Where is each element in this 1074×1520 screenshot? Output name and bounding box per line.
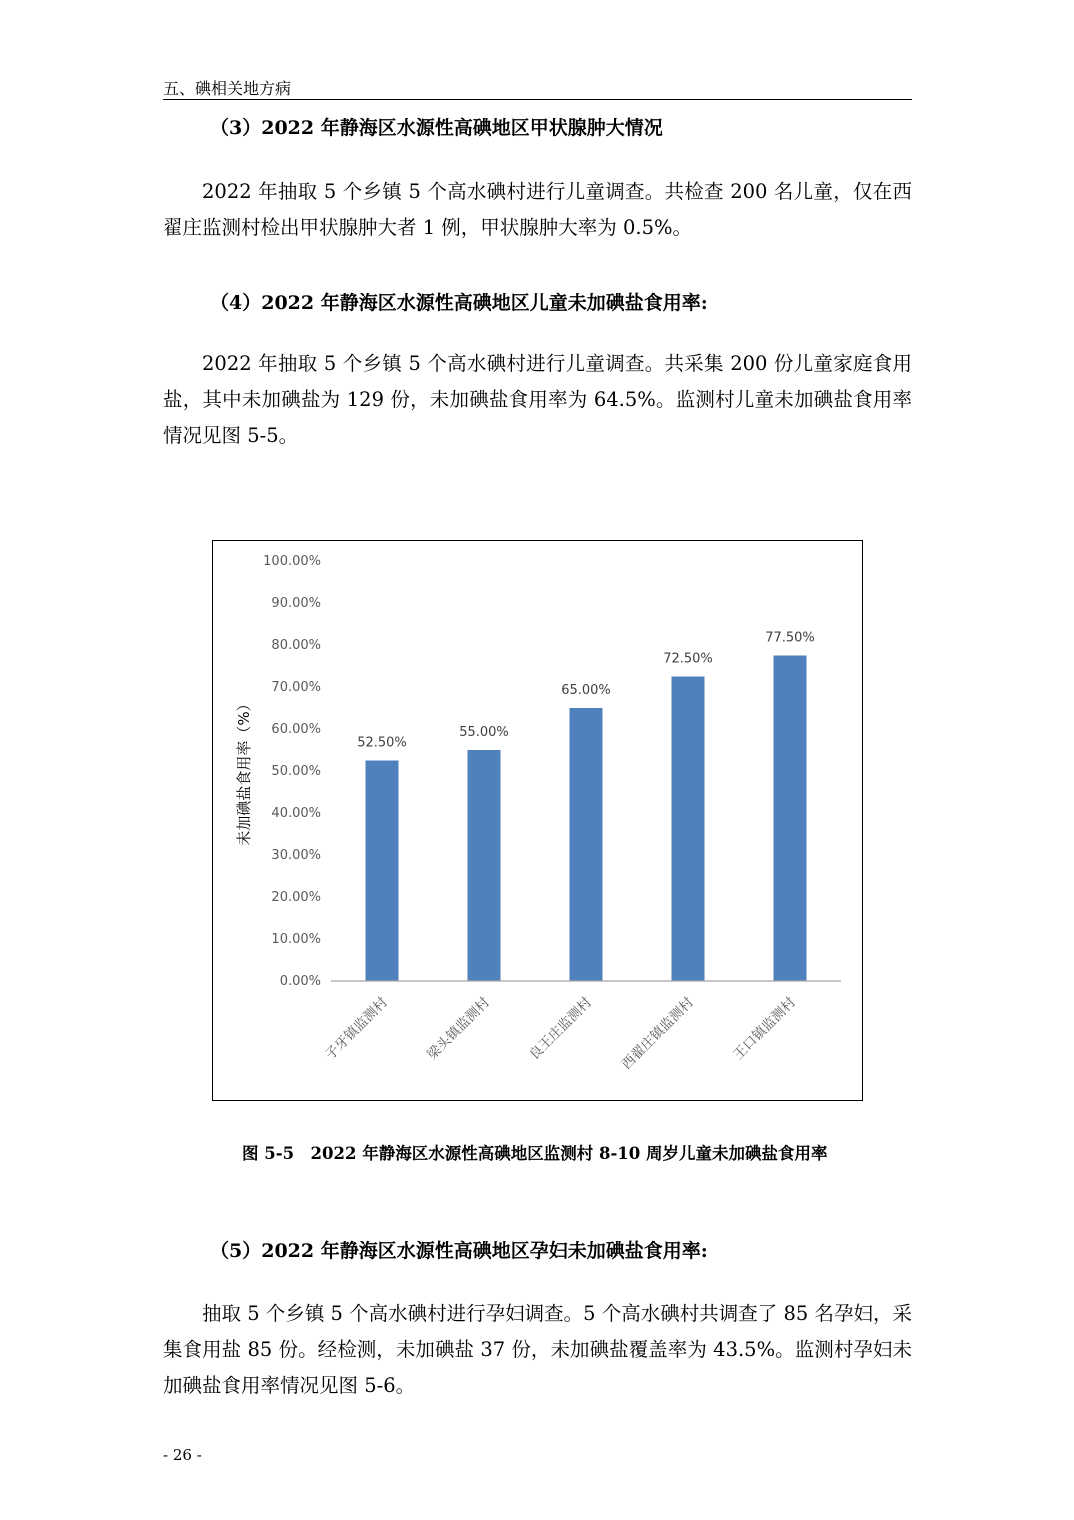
- data-label: 55.00%: [459, 725, 509, 740]
- section-paragraph-3: 2022 年抽取 5 个乡镇 5 个高水碘村进行儿童调查。共检查 200 名儿童，仅在西翟庄监测村检出甲状腺肿大者 1 例，甲状腺肿大率为 0.5%。: [163, 180, 912, 239]
- x-tick-label: 西翟庄镇监测村: [618, 994, 697, 1073]
- data-label: 72.50%: [663, 651, 713, 667]
- x-tick-label: 子牙镇监测村: [322, 994, 391, 1064]
- bar-chart: [213, 541, 864, 1102]
- y-tick-label: 80.00%: [271, 638, 321, 653]
- y-tick-label: 10.00%: [271, 932, 321, 947]
- running-header: 五、碘相关地方病: [163, 79, 292, 98]
- y-axis-title: 未加碘盐食用率（%）: [235, 696, 253, 846]
- y-tick-label: 30.00%: [271, 848, 321, 863]
- page-number: - 26 -: [163, 1446, 202, 1464]
- bar: [774, 656, 807, 982]
- section-heading-4: （4）2022 年静海区水源性高碘地区儿童未加碘盐食用率:: [210, 292, 708, 314]
- bar: [468, 750, 501, 981]
- data-label: 52.50%: [357, 735, 407, 751]
- y-tick-label: 0.00%: [279, 974, 321, 989]
- x-tick-label: 良王庄监测村: [526, 994, 595, 1064]
- data-label: 77.50%: [765, 630, 815, 646]
- y-tick-label: 90.00%: [271, 596, 321, 611]
- y-tick-label: 20.00%: [271, 890, 321, 905]
- data-label: 65.00%: [561, 683, 611, 698]
- section-paragraph-5: 抽取 5 个乡镇 5 个高水碘村进行孕妇调查。5 个高水碘村共调查了 85 名孕妇，采集食用盐 85 份。经检测，未加碘盐 37 份，未加碘盐覆盖率为 43.5%。监测村孕妇未加碘盐食用率情况见图 5-6。: [163, 1302, 912, 1397]
- y-tick-label: 60.00%: [271, 722, 321, 737]
- bar: [570, 708, 603, 981]
- header-rule: [163, 99, 912, 100]
- y-tick-label: 40.00%: [271, 806, 321, 821]
- figure-5-5-chart: [212, 540, 863, 1101]
- bar: [366, 761, 399, 982]
- section-paragraph-4: 2022 年抽取 5 个乡镇 5 个高水碘村进行儿童调查。共采集 200 份儿童家庭食用盐，其中未加碘盐为 129 份，未加碘盐食用率为 64.5%。监测村儿童未加碘盐食用率情况见图 5-5。: [163, 352, 912, 447]
- x-tick-label: 王口镇监测村: [730, 994, 799, 1064]
- bar: [672, 677, 705, 982]
- y-tick-label: 70.00%: [271, 680, 321, 695]
- x-tick-label: 梁头镇监测村: [424, 994, 493, 1064]
- section-heading-5: （5）2022 年静海区水源性高碘地区孕妇未加碘盐食用率:: [210, 1240, 708, 1262]
- section-heading-3: （3）2022 年静海区水源性高碘地区甲状腺肿大情况: [210, 117, 663, 139]
- y-tick-label: 50.00%: [271, 764, 321, 779]
- y-tick-label: 100.00%: [263, 554, 321, 569]
- figure-caption: 图 5-5 2022 年静海区水源性高碘地区监测村 8-10 周岁儿童未加碘盐食用率: [242, 1144, 828, 1163]
